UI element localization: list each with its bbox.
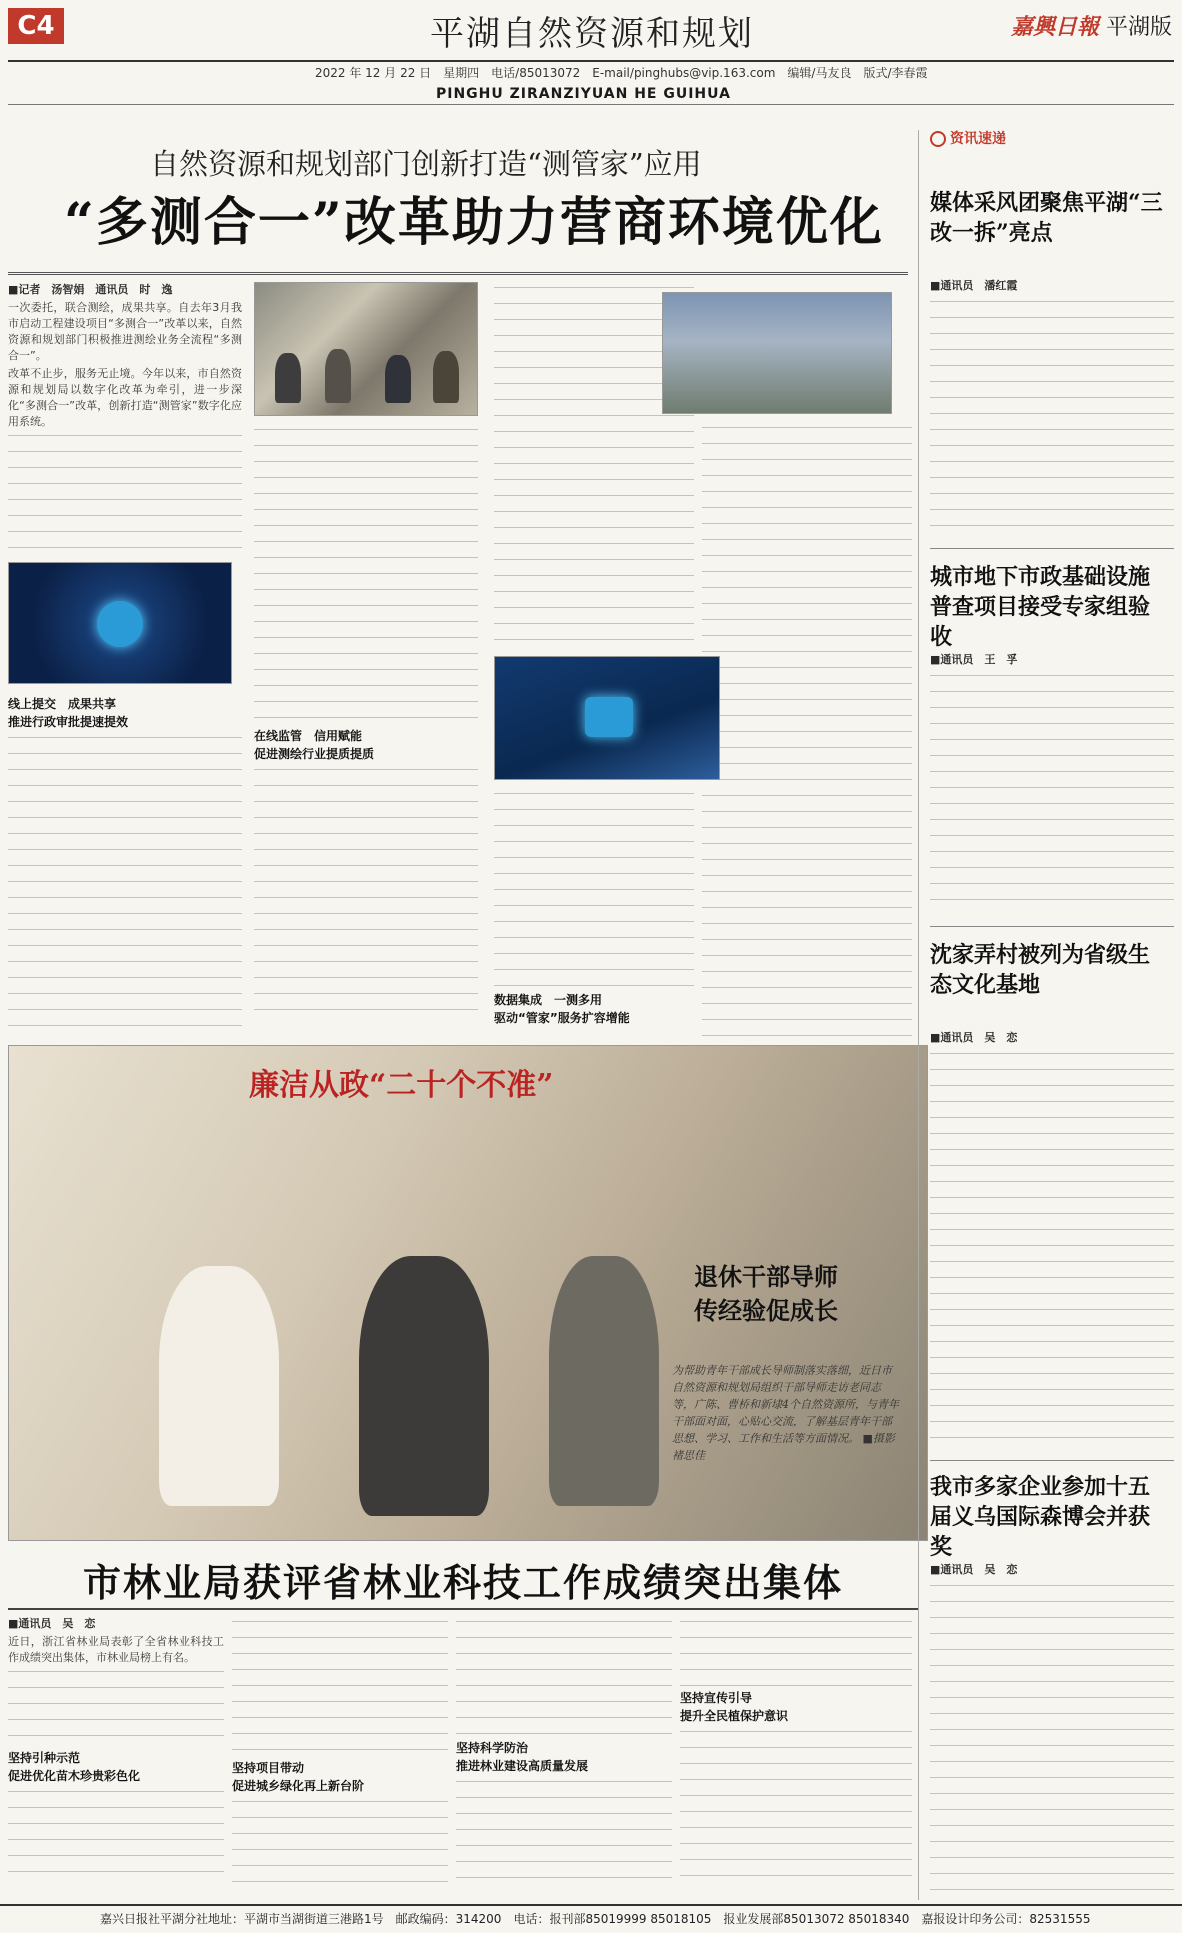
- lead-text-block-2: [254, 424, 478, 724]
- lead-text-block-6: [494, 788, 694, 988]
- page-number-badge: C4: [8, 8, 64, 44]
- lead-kicker: 自然资源和规划部门创新打造“测管家”应用: [150, 147, 702, 181]
- lead-subhead-2: 在线监管 信用赋能: [254, 729, 363, 743]
- bottom-text-block-4: [232, 1796, 448, 1896]
- sidebar-text-1: [930, 296, 1174, 526]
- city-aerial-photo: [662, 292, 892, 414]
- lead-subhead-1b: 推进行政审批提速提效: [8, 715, 129, 729]
- sidebar-rule-2: [930, 926, 1174, 927]
- photo-credit: ■摄影 褚思佳: [672, 1432, 906, 1462]
- bottom-subhead-1: 坚持引种示范: [8, 1751, 81, 1765]
- page-footer: 嘉兴日报社平湖分社地址：平湖市当湖街道三港路1号 邮政编码：314200 电话：报刊部85019999 85018105 报业发展部85013072 85018340 嘉报设计印务公司：82531555: [0, 1904, 1182, 1933]
- date-contact-line: 2022 年 12 月 22 日 星期四 电话/85013072 E-mail/pinghubs@vip.163.com 编辑/马友良 版式/李春霞: [315, 66, 928, 80]
- lead-subhead-2b: 促进测绘行业提质提质: [254, 747, 375, 761]
- lead-text-block-3: [254, 764, 478, 1024]
- bottom-divider: [8, 1608, 918, 1610]
- sidebar-rule-1: [930, 548, 1174, 549]
- bottom-subhead-3: 坚持科学防治: [456, 1741, 529, 1755]
- bottom-subhead-4: 坚持宣传引导: [680, 1691, 753, 1705]
- header-rule-bottom: [8, 104, 1174, 105]
- sidebar-headline-3: 沈家弄村被列为省级生态文化基地: [930, 942, 1151, 998]
- sidebar-byline-2: ■通讯员 王 孚: [930, 653, 1018, 666]
- sidebar-text-3: [930, 1048, 1174, 1448]
- section-title: 平湖自然资源和规划: [430, 14, 754, 54]
- section-pinyin: PINGHU ZIRANZIYUAN HE GUIHUA: [436, 86, 731, 102]
- sidebar-text-2: [930, 670, 1174, 910]
- dashboard-chart-graphic: [585, 697, 633, 737]
- lead-text-block-5: [702, 422, 912, 1036]
- bottom-text-block-7: [680, 1616, 912, 1686]
- bottom-column-4: [680, 1616, 912, 1900]
- lead-column-2: [254, 424, 478, 1036]
- lead-column-1b: [8, 692, 242, 1036]
- app-screen-photo: [8, 562, 232, 684]
- header-rule: [8, 60, 1174, 62]
- sidebar-badge: [930, 128, 1006, 148]
- sidebar-headline-4: 我市多家企业参加十五届义乌国际森博会并获奖: [930, 1474, 1151, 1560]
- photo-caption: [672, 1362, 906, 1464]
- glowing-chip-graphic: [97, 601, 143, 647]
- sidebar-story-3: [930, 1030, 1174, 1452]
- bottom-subhead-3b: 推进林业建设高质量发展: [456, 1759, 589, 1773]
- sidebar-story-1: [930, 278, 1174, 538]
- lead-byline: ■记者 汤智娟 通讯员 时 逸: [8, 283, 173, 296]
- bottom-subhead-2: 坚持项目带动: [232, 1761, 305, 1775]
- sidebar-rule-3: [930, 1460, 1174, 1461]
- bottom-subhead-1b: 促进优化苗木珍贵彩色化: [8, 1769, 141, 1783]
- bottom-subhead-4b: 提升全民植保护意识: [680, 1709, 789, 1723]
- page-header: [0, 0, 1182, 108]
- lead-headline: “多测合一”改革助力营商环境优化: [64, 192, 884, 253]
- lead-paragraph-1: 一次委托，联合测绘，成果共享。自去年3月我市启动工程建设项目“多测合一”改革以来，自然资源和规划部门积极推进测绘业务全流程“多测合一”。: [8, 301, 242, 362]
- bottom-text-block-5: [456, 1616, 672, 1736]
- lead-divider: [8, 272, 908, 275]
- photo-title-line-2: 传经验促成长: [694, 1296, 838, 1325]
- bottom-subhead-2b: 促进城乡绿化再上新台阶: [232, 1779, 365, 1793]
- meeting-photo: [254, 282, 478, 416]
- sidebar-headline-1: 媒体采风团聚焦平湖“三改一拆”亮点: [930, 190, 1163, 246]
- photo-banner-text: 廉洁从政“二十个不准”: [249, 1068, 554, 1103]
- lead-text-continuation: [8, 430, 242, 550]
- bottom-text-block-8: [680, 1726, 912, 1886]
- sidebar-text-4: [930, 1580, 1174, 1890]
- sidebar-byline-4: ■通讯员 吴 恋: [930, 1563, 1018, 1576]
- masthead-brand: [1011, 10, 1172, 41]
- bottom-text-block-2: [8, 1786, 224, 1876]
- lead-column-1: [8, 282, 242, 554]
- bottom-text-block-3: [232, 1616, 448, 1756]
- lead-subhead-1: 线上提交 成果共享: [8, 697, 117, 711]
- sidebar-story-2: [930, 652, 1174, 918]
- sidebar-headline-2: 城市地下市政基础设施普查项目接受专家组验收: [930, 564, 1151, 650]
- edition-label: 平湖版: [1105, 15, 1172, 40]
- bottom-headline: 市林业局获评省林业科技工作成绩突出集体: [82, 1560, 843, 1605]
- lead-subhead-3: 数据集成 一测多用: [494, 993, 603, 1007]
- photo-feature-title: [694, 1260, 838, 1328]
- sidebar-story-4: [930, 1562, 1174, 1898]
- bottom-paragraph-1: 近日，浙江省林业局表彰了全省林业科技工作成绩突出集体，市林业局榜上有名。: [8, 1635, 224, 1664]
- lead-column-3b: [494, 788, 694, 1038]
- bottom-column-2: [232, 1616, 448, 1900]
- lead-paragraph-2: 改革不止步，服务无止境。今年以来，市自然资源和规划局以数字化改革为牵引，进一步深化“多测合一”改革，创新打造“测管家”数字化应用系统。: [8, 367, 242, 428]
- bottom-column-1: [8, 1616, 224, 1900]
- sidebar-divider: [918, 130, 919, 1900]
- bottom-column-3: [456, 1616, 672, 1900]
- dashboard-photo: [494, 656, 720, 780]
- newspaper-logo: 嘉興日報: [1010, 14, 1099, 40]
- news-circle-icon: [930, 131, 946, 147]
- bottom-byline: ■通讯员 吴 恋: [8, 1617, 96, 1630]
- lead-column-4: [702, 422, 912, 1036]
- sidebar-byline-3: ■通讯员 吴 恋: [930, 1031, 1018, 1044]
- sidebar-badge-label: 资讯速递: [950, 131, 1006, 147]
- sidebar-byline-1: ■通讯员 潘红霞: [930, 279, 1018, 292]
- photo-caption-text: 为帮助青年干部成长导师制落实落细，近日市自然资源和规划局组织干部导师走访老同志等，广陈、曹桥和新埭4个自然资源所，与青年干部面对面，心贴心交流，了解基层青年干部思想、学习、工作和生活等方面情况。: [672, 1364, 899, 1445]
- bottom-text-block-1: [8, 1666, 224, 1746]
- photo-title-line-1: 退休干部导师: [694, 1262, 838, 1291]
- lead-subhead-3b: 驱动“管家”服务扩容增能: [494, 1011, 630, 1025]
- bottom-text-block-6: [456, 1776, 672, 1886]
- lead-text-block-1: [8, 732, 242, 1032]
